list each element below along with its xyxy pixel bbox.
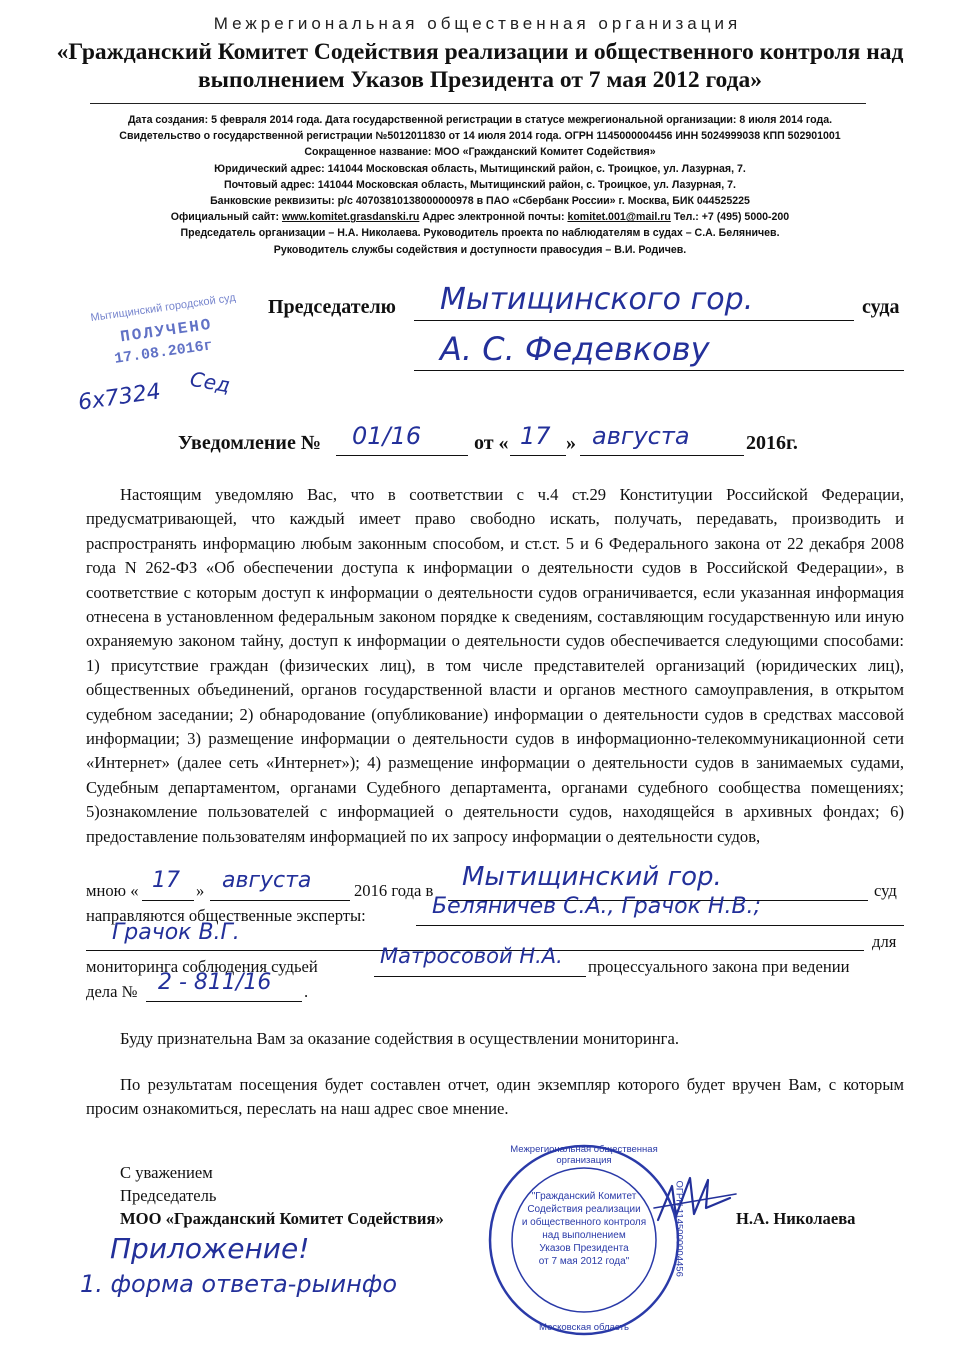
notice-label: Уведомление № [178,432,321,454]
handwritten-judge-name: А. С. Федевкову [440,330,710,368]
experts-label: направляются общественные эксперты: [86,906,366,925]
reg-line: Банковские реквизиты: р/с 40703810138000000978 в ПАО «Сбербанк России» г. Москва, БИК 044525225 [210,195,750,208]
handwritten-attachment-item: 1. форма ответа-рыинфо [80,1270,398,1298]
seal-inner-line: от 7 мая 2012 года" [538,1256,630,1267]
notice-from-label: от « [474,432,509,454]
signature-org: МОО «Гражданский Комитет Содействия» [120,1209,444,1228]
reg-line: Юридический адрес: 141044 Московская область, Мытищинский район, с. Троицкое, ул. Лазурная, 7. [214,162,746,175]
header-rule [90,103,866,104]
position-text: Председатель [120,1186,217,1205]
handwritten-notice-month: августа [592,422,690,450]
signature-name: Н.А. Николаева [736,1209,856,1228]
site-link[interactable]: www.komitet.grasdanski.ru [281,211,420,224]
fill-month-underline [210,900,350,901]
email-link[interactable]: komitet.001@mail.ru [567,211,671,224]
reg-line: Председатель организации – Н.А. Николаева. Руководитель проекта по наблюдателям в судах – С.А. Беляничев. [180,227,780,240]
notice-quote-close: » [566,432,576,454]
reg-line: Почтовый адрес: 141044 Московская область, Мытищинский район, с. Троицкое, ул. Лазурная, 7. [224,178,736,191]
fill-experts-underline [416,925,904,926]
organization-seal [486,1140,685,1340]
dlya-label: для [872,932,897,951]
reg-line: Сокращенное название: МОО «Гражданский Комитет Содействия» [304,146,656,159]
stamp-received-label: ПОЛУЧЕНО [119,315,214,347]
addressee-prefix: Председателю [268,296,396,318]
notice-number-underline [336,455,468,456]
stamp-court-line: Мытищинский городской суд [89,291,237,325]
seal-inner-line: Содействия реализации [527,1204,641,1215]
reg-line: Свидетельство о государственной регистрации №5012011830 от 14 июля 2014 года. ОГРН 1145000004456 ИНН 5024999038 КПП 502901001 [119,130,841,143]
handwritten-note: Сед [188,366,232,398]
email-label: Адрес электронной почты: [422,211,565,224]
seal-outer-bottom: Московская область [539,1322,629,1333]
received-stamp [80,291,280,390]
notice-year: 2016г. [746,432,798,454]
seal-outer-right: ОГРН 1145000004456 [673,1180,685,1277]
reg-line: Дата создания: 5 февраля 2014 года. Дата государственной регистрации в статусе межрегиональной организации: 8 июля 2014 года. [127,114,833,126]
monitoring-rest: процессуального закона при ведении [588,957,850,976]
handwritten-month: августа [222,868,312,893]
handwritten-experts-2: Грачок В.Г. [112,920,240,945]
handwritten-notice-number: 01/16 [352,422,422,450]
stamp-date: 17.08.2016г [113,337,214,368]
fill-case-underline [146,1001,302,1002]
seal-outer-top: Межрегиональная общественная организация [510,1144,658,1166]
handwritten-incoming-number: 6х7324 [76,379,163,416]
seal-inner-line: Указов Президента [539,1243,629,1254]
gratitude-text: Буду признательна Вам за оказание содействия в осуществлении мониторинга. [120,1029,679,1048]
notice-day-underline [510,455,566,456]
fill-day-underline [142,900,194,901]
phone: Тел.: +7 (495) 5000-200 [673,211,790,224]
year-text: 2016 года в [354,881,434,900]
registration-details [40,112,920,258]
quote-close: » [196,881,205,900]
org-type: Межрегиональная общественная организация [213,14,742,33]
mnoyu-label: мною « [86,881,139,900]
seal-inner-text [512,1190,656,1268]
seal-inner-line: "Гражданский Комитет [531,1191,637,1202]
handwritten-case-number: 2 - 811/16 [158,970,272,995]
handwritten-attachment-title: Приложение! [110,1232,310,1265]
handwritten-notice-day: 17 [520,422,551,450]
court-underline [414,320,854,321]
handwritten-court-fill: Мытищинский гор. [462,862,722,892]
addressee-suffix: суда [862,296,900,318]
contacts-line [40,209,920,225]
handwritten-judge: Матросовой Н.А. [380,944,563,968]
handwritten-day: 17 [152,868,180,893]
seal-inner-line: и общественного контроля [521,1217,647,1228]
handwritten-experts-1: Беляничев С.А., Грачок Н.В.; [432,894,761,919]
case-period: . [304,982,309,1001]
regards-text: С уважением [120,1163,213,1182]
site-label: Официальный сайт: [170,211,280,224]
report-text: По результатам посещения будет составлен отчет, один экземпляр которого будет вручен Вам, с которым просим ознакомиться, переслать на наш адрес свое мнение. [86,1075,904,1118]
reg-line: Руководитель службы содействия и доступности правосудия – В.И. Родичев. [273,243,687,256]
body-paragraph: Настоящим уведомляю Вас, что в соответствии с ч.4 ст.29 Конституции Российской Федерации, предусматривающей, что каждый имеет право свободно искать, получать, передавать, производить и распространять информацию любым законным способом, и ст.ст. 5 и 6 Федерального закона от 22 декабря 2008 года N 262-ФЗ «Об обеспечении доступа к информации о деятельности судов в Российской Федерации», в соответствие с которым доступ к информации о деятельности судов ограничивается, если указанная информация отнесена в установленном федеральным законом порядке к сведениям, составляющим государственную или иную охраняемую законом тайну, доступ к информации о деятельности судов обеспечивается следующими способами: 1) присутствие граждан (физических лиц), в том числе представителей организаций (юридических лиц), общественных объединений, органов государственной власти и органов местного самоуправления, в открытом судебном заседании; 2) обнародование (опубликование) информации о деятельности судов в средствах массовой информации; 3) размещение информации о деятельности судов в информационно-телекоммуникационной сети «Интернет» (далее сеть «Интернет»); 4) размещение информации о деятельности судов в занимаемых судами, Судебным департаментом, органами Судебного департамента, органами судебного сообщества помещениях; 5)ознакомление пользователей с информацией о деятельности судов, находящейся в архивных фондах; 6) предоставление пользователям информацией по их запросу информации о деятельности судов, [86,485,904,846]
name-underline [414,370,904,371]
fill-judge-underline [374,976,586,977]
handwritten-court: Мытищинского гор. [440,282,754,317]
seal-inner-line: над выполнением [542,1230,626,1241]
case-label: дела № [86,982,138,1001]
monitoring-label: мониторинга соблюдения судьей [86,957,318,976]
sud-label: суд [874,881,897,900]
org-name: «Гражданский Комитет Содействия реализации и общественного контроля над выполнением Указов Президента от 7 мая 2012 года» [56,39,904,93]
notice-month-underline [580,455,744,456]
